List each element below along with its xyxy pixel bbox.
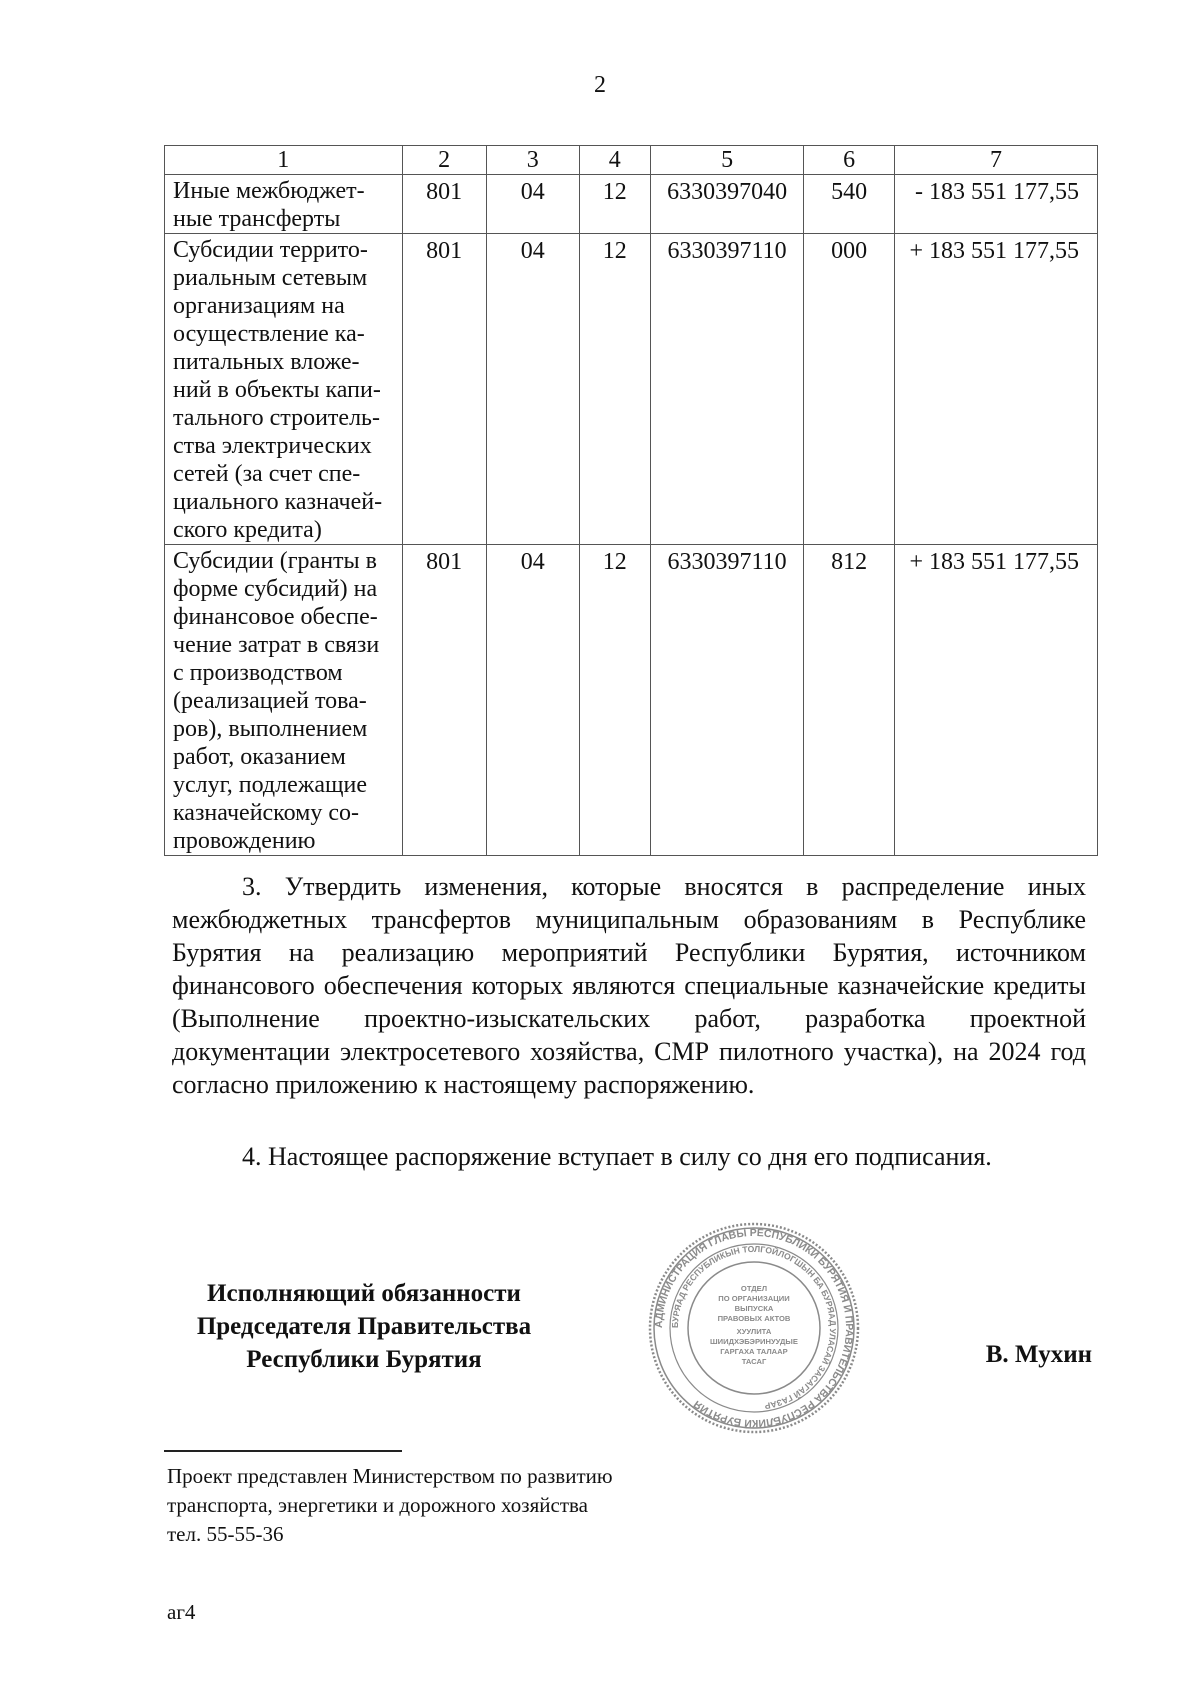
table-row [165,234,1098,545]
header-cell: 5 [650,146,803,175]
row-name-cell: Субсидии террито- риальным сетевым организациям на осуществление ка- питальных вложе- ний в объекты капи- тального строитель- ства электрических сетей (за счет спе- циального казначей- ского кредита) [165,234,403,545]
header-cell: 1 [165,146,403,175]
stamp-inner-ring-text: БУРЯАД РЕСПУБЛИКЫН ТОЛГОЙЛОГШЫН БА БУРЯАД УЛАСАЙ ЗАСАГАЙ ГАЗАР [669,1243,839,1412]
expense-type-cell: 812 [804,545,895,856]
stamp-center-line: ПРАВОВЫХ АКТОВ [717,1314,791,1323]
section-cell: 04 [486,545,579,856]
section-cell: 04 [486,234,579,545]
section-cell: 04 [486,175,579,234]
expense-type-cell: 540 [804,175,895,234]
table-row [165,545,1098,856]
ministry-code-cell: 801 [402,234,486,545]
official-stamp [648,1222,860,1434]
ministry-code-cell: 801 [402,175,486,234]
header-cell: 3 [486,146,579,175]
amount-cell: + 183 551 177,55 [894,234,1097,545]
amount-cell: - 183 551 177,55 [894,175,1097,234]
footnote-divider [164,1450,402,1452]
document-code: аг4 [167,1600,196,1624]
stamp-center-line: ТАСАГ [741,1357,767,1366]
ministry-code-cell: 801 [402,545,486,856]
amount-cell: + 183 551 177,55 [894,545,1097,856]
signer-name: В. Мухин [985,1341,1092,1368]
page-number: 2 [594,72,606,98]
footnote: Проект представлен Министерством по развитию транспорта, энергетики и дорожного хозяйства тел. 55-55-36 [167,1464,613,1546]
row-name-cell: Субсидии (гранты в форме субсидий) на финансовое обеспе- чение затрат в связи с производством (реализацией това- ров), выполнением работ, оказанием услуг, подлежащие казначейскому со- провождению [165,545,403,856]
header-cell: 2 [402,146,486,175]
budget-changes-table [164,145,1098,856]
target-article-cell: 6330397110 [650,545,803,856]
stamp-center-line: ШИИДХЭБЭРИНУУДЫЕ [710,1337,798,1346]
paragraph-3: 3. Утвердить изменения, которые вносятся в распределение иных межбюджетных трансфертов муниципальным образованиям в Республике Бурятия на реализацию мероприятий Республики Бурятия, источником финансового обеспечения которых являются специальные казначейские кредиты (Выполнение проектно-изыскательских работ, разработка проектной документации электросетевого хозяйства, СМР пилотного участка), на 2024 год согласно приложению к настоящему распоряжению. [172,872,1086,1099]
header-cell: 7 [894,146,1097,175]
stamp-center-line: ХУУЛИТА [736,1327,772,1336]
stamp-outer-ring-text: АДМИНИСТРАЦИЯ ГЛАВЫ РЕСПУБЛИКИ БУРЯТИЯ И ПРАВИТЕЛЬСТВА РЕСПУБЛИКИ БУРЯТИЯ [653,1227,855,1429]
target-article-cell: 6330397040 [650,175,803,234]
subsection-cell: 12 [579,234,650,545]
table-header-row [165,146,1098,175]
stamp-center-line: ГАРГАХА ТАЛААР [720,1347,788,1356]
header-cell: 6 [804,146,895,175]
target-article-cell: 6330397110 [650,234,803,545]
header-cell: 4 [579,146,650,175]
stamp-center-line: ОТДЕЛ [740,1284,768,1293]
paragraph-4: 4. Настоящее распоряжение вступает в силу со дня его подписания. [242,1142,992,1171]
signer-position: Исполняющий обязанности Председателя Правительства Республики Бурятия [196,1280,532,1373]
expense-type-cell: 000 [804,234,895,545]
stamp-center-line: ВЫПУСКА [734,1304,774,1313]
subsection-cell: 12 [579,545,650,856]
stamp-center-line: ПО ОРГАНИЗАЦИИ [718,1294,790,1303]
table-row [165,175,1098,234]
row-name-cell: Иные межбюджет- ные трансферты [165,175,403,234]
subsection-cell: 12 [579,175,650,234]
